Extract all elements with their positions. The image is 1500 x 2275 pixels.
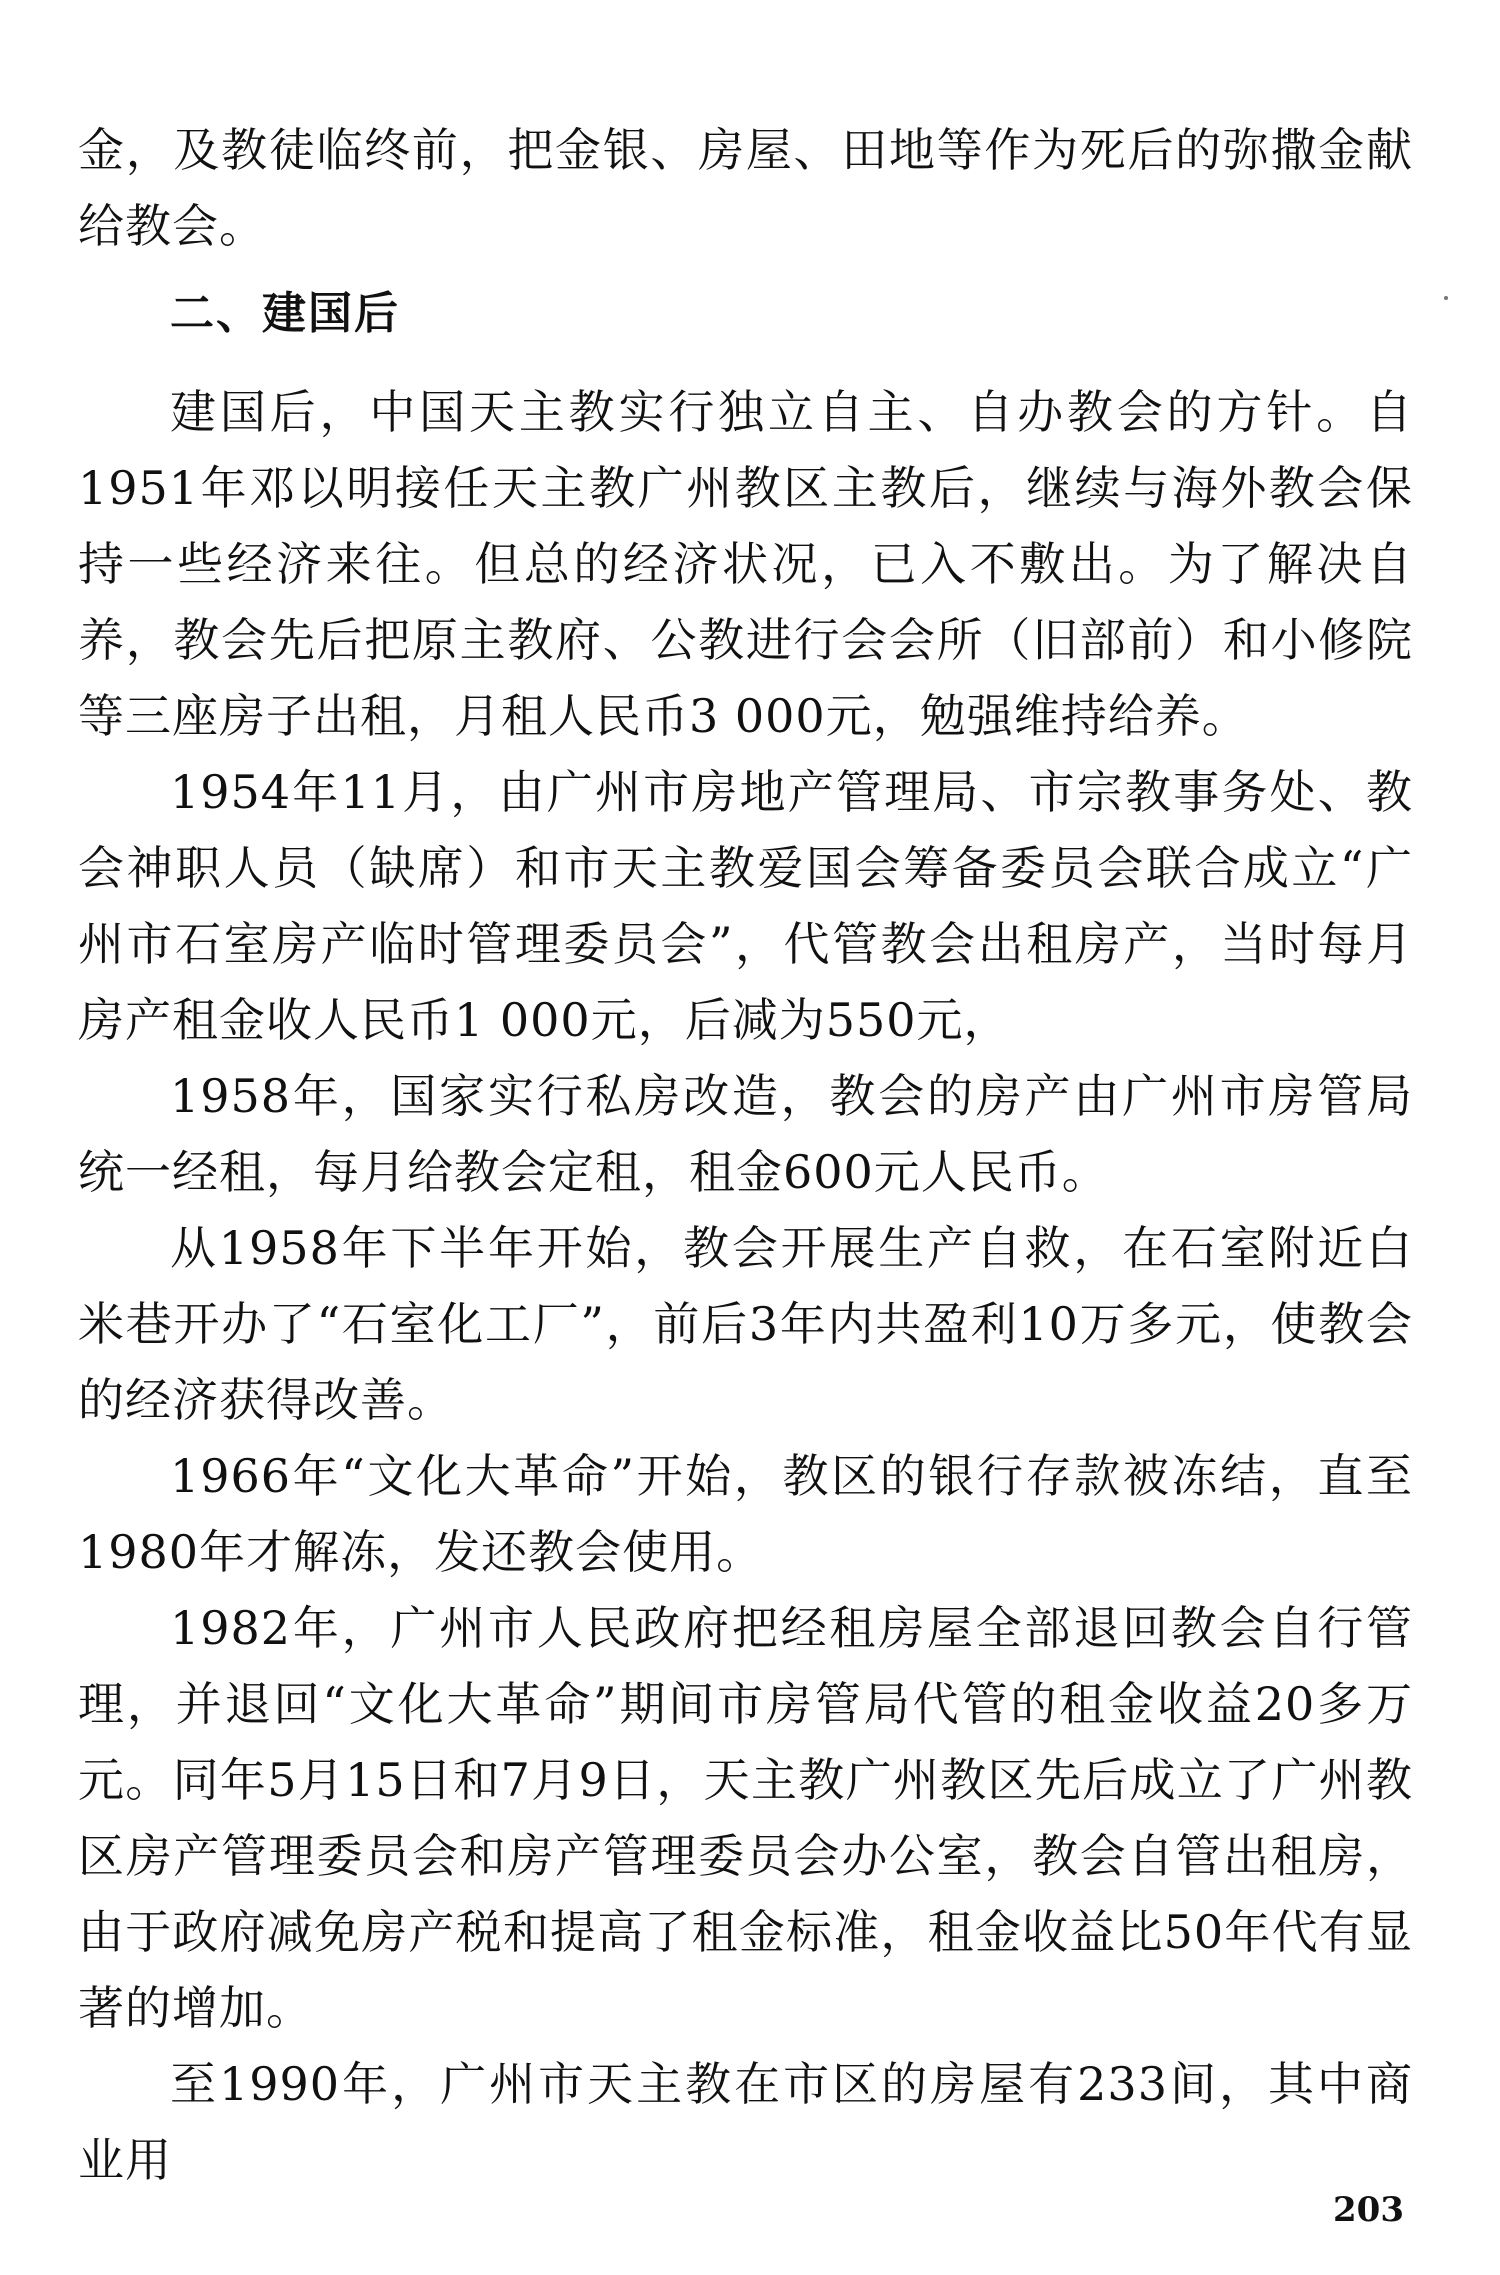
text-column: [78, 112, 1413, 2198]
paragraph-4: 从1958年下半年开始，教会开展生产自救，在石室附近白米巷开办了“石室化工厂”，前后3年内共盈利10万多元，使教会的经济获得改善。: [78, 1221, 1413, 1427]
paragraph-6: 1982年，广州市人民政府把经租房屋全部退回教会自行管理，并退回“文化大革命”期间市房管局代管的租金收益20多万元。同年5月15日和7月9日，天主教广州教区先后成立了广州教区房产管理委员会和房产管理委员会办公室，教会自管出租房，由于政府减免房产税和提高了租金标准，租金收益比50年代有显著的增加。: [78, 1601, 1413, 2035]
scan-speck: [1444, 296, 1448, 300]
paragraph-7: 至1990年，广州市天主教在市区的房屋有233间，其中商业用: [78, 2057, 1413, 2187]
paragraph-1: 建国后，中国天主教实行独立自主、自办教会的方针。自1951年邓以明接任天主教广州教区主教后，继续与海外教会保持一些经济来往。但总的经济状况，已入不敷出。为了解决自养，教会先后把原主教府、公教进行会会所（旧部前）和小修院等三座房子出租，月租人民币3 000元，勉强维持给养。: [78, 385, 1413, 743]
section-heading: 二、建国后: [170, 288, 400, 339]
page-number: 203: [1333, 2190, 1404, 2230]
paragraph-continued: 金，及教徒临终前，把金银、房屋、田地等作为死后的弥撒金献给教会。: [78, 123, 1413, 253]
paragraph-3: 1958年，国家实行私房改造，教会的房产由广州市房管局统一经租，每月给教会定租，租金600元人民币。: [78, 1069, 1413, 1199]
paragraph-5: 1966年“文化大革命”开始，教区的银行存款被冻结，直至1980年才解冻，发还教会使用。: [78, 1449, 1413, 1579]
paragraph-2: 1954年11月，由广州市房地产管理局、市宗教事务处、教会神职人员（缺席）和市天主教爱国会筹备委员会联合成立“广州市石室房产临时管理委员会”，代管教会出租房产，当时每月房产租金收人民币1 000元，后减为550元，: [78, 765, 1413, 1047]
